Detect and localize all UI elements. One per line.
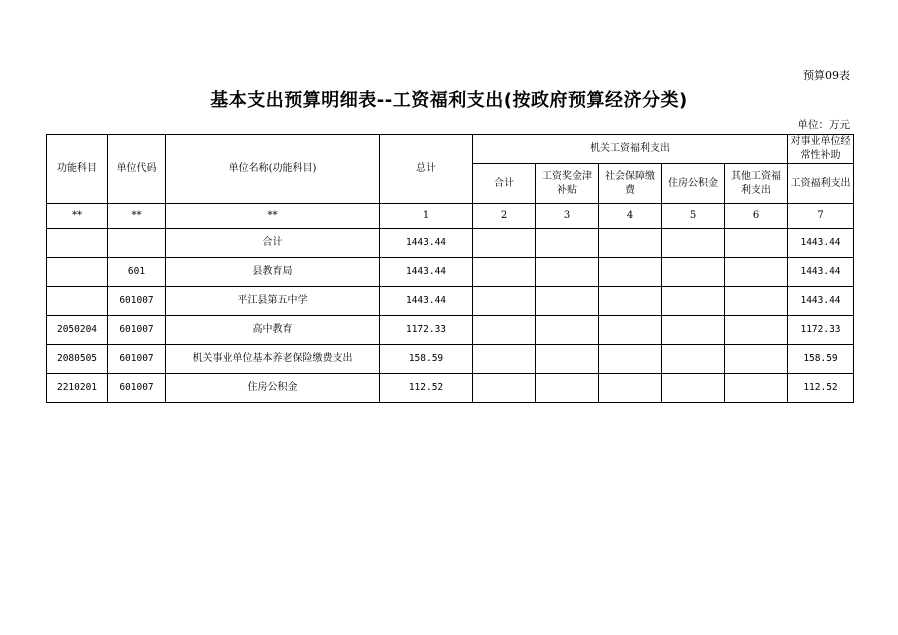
index-cell: 1 — [380, 204, 473, 229]
header-subtotal: 合计 — [473, 164, 536, 204]
cell-social-security — [599, 258, 662, 287]
index-cell: 4 — [599, 204, 662, 229]
cell-subsidy-wage: 1443.44 — [788, 258, 854, 287]
cell-unit-code: 601007 — [108, 316, 166, 345]
cell-unit-name: 机关事业单位基本养老保险缴费支出 — [166, 345, 380, 374]
form-number: 预算09表 — [803, 69, 850, 82]
cell-total: 1443.44 — [380, 287, 473, 316]
cell-other-wage — [725, 316, 788, 345]
cell-func-subject: 2080505 — [47, 345, 108, 374]
table-row — [47, 374, 854, 403]
cell-subtotal — [473, 345, 536, 374]
cell-wage-bonus — [536, 374, 599, 403]
cell-func-subject — [47, 229, 108, 258]
header-subsidy-group: 对事业单位经常性补助 — [788, 135, 854, 164]
cell-unit-name: 平江县第五中学 — [166, 287, 380, 316]
header-social-security: 社会保障缴费 — [599, 164, 662, 204]
index-cell: 5 — [662, 204, 725, 229]
cell-unit-name: 合计 — [166, 229, 380, 258]
cell-housing-fund — [662, 287, 725, 316]
cell-subsidy-wage: 1443.44 — [788, 287, 854, 316]
header-other-wage: 其他工资福利支出 — [725, 164, 788, 204]
cell-total: 158.59 — [380, 345, 473, 374]
cell-social-security — [599, 316, 662, 345]
header-func-subject: 功能科目 — [47, 135, 108, 204]
cell-social-security — [599, 229, 662, 258]
cell-total: 1443.44 — [380, 229, 473, 258]
cell-other-wage — [725, 287, 788, 316]
cell-housing-fund — [662, 229, 725, 258]
table-row — [47, 316, 854, 345]
header-row-1 — [47, 135, 854, 164]
cell-func-subject: 2210201 — [47, 374, 108, 403]
index-cell: ** — [108, 204, 166, 229]
cell-social-security — [599, 374, 662, 403]
cell-subsidy-wage: 1172.33 — [788, 316, 854, 345]
index-cell: ** — [166, 204, 380, 229]
index-cell: 3 — [536, 204, 599, 229]
table-row — [47, 345, 854, 374]
cell-func-subject: 2050204 — [47, 316, 108, 345]
unit-label: 单位：万元 — [797, 119, 850, 131]
cell-housing-fund — [662, 345, 725, 374]
cell-subtotal — [473, 374, 536, 403]
header-subsidy-wage: 工资福利支出 — [788, 164, 854, 204]
cell-unit-code: 601007 — [108, 287, 166, 316]
cell-total: 112.52 — [380, 374, 473, 403]
index-cell: 2 — [473, 204, 536, 229]
cell-wage-bonus — [536, 258, 599, 287]
index-row — [47, 204, 854, 229]
header-org-wage-group: 机关工资福利支出 — [473, 135, 788, 164]
cell-unit-name: 县教育局 — [166, 258, 380, 287]
cell-wage-bonus — [536, 345, 599, 374]
budget-table — [46, 134, 854, 403]
cell-unit-code — [108, 229, 166, 258]
cell-other-wage — [725, 229, 788, 258]
cell-subtotal — [473, 316, 536, 345]
cell-housing-fund — [662, 258, 725, 287]
cell-unit-name: 住房公积金 — [166, 374, 380, 403]
index-cell: 6 — [725, 204, 788, 229]
cell-wage-bonus — [536, 316, 599, 345]
header-total: 总计 — [380, 135, 473, 204]
header-unit-code: 单位代码 — [108, 135, 166, 204]
cell-unit-code: 601007 — [108, 374, 166, 403]
table-row — [47, 258, 854, 287]
cell-subtotal — [473, 229, 536, 258]
cell-other-wage — [725, 345, 788, 374]
header-housing-fund: 住房公积金 — [662, 164, 725, 204]
table-row — [47, 287, 854, 316]
cell-housing-fund — [662, 316, 725, 345]
cell-other-wage — [725, 258, 788, 287]
cell-total: 1172.33 — [380, 316, 473, 345]
header-unit-name: 单位名称(功能科目) — [166, 135, 380, 204]
table-row — [47, 229, 854, 258]
cell-subtotal — [473, 258, 536, 287]
cell-func-subject — [47, 258, 108, 287]
cell-unit-code: 601007 — [108, 345, 166, 374]
cell-func-subject — [47, 287, 108, 316]
cell-subsidy-wage: 158.59 — [788, 345, 854, 374]
cell-other-wage — [725, 374, 788, 403]
page-title: 基本支出预算明细表--工资福利支出(按政府预算经济分类) — [210, 90, 688, 111]
index-cell: ** — [47, 204, 108, 229]
cell-wage-bonus — [536, 287, 599, 316]
cell-wage-bonus — [536, 229, 599, 258]
cell-housing-fund — [662, 374, 725, 403]
cell-social-security — [599, 287, 662, 316]
cell-unit-name: 高中教育 — [166, 316, 380, 345]
cell-subsidy-wage: 1443.44 — [788, 229, 854, 258]
cell-social-security — [599, 345, 662, 374]
header-wage-bonus: 工资奖金津补贴 — [536, 164, 599, 204]
cell-total: 1443.44 — [380, 258, 473, 287]
cell-unit-code: 601 — [108, 258, 166, 287]
index-cell: 7 — [788, 204, 854, 229]
cell-subtotal — [473, 287, 536, 316]
cell-subsidy-wage: 112.52 — [788, 374, 854, 403]
